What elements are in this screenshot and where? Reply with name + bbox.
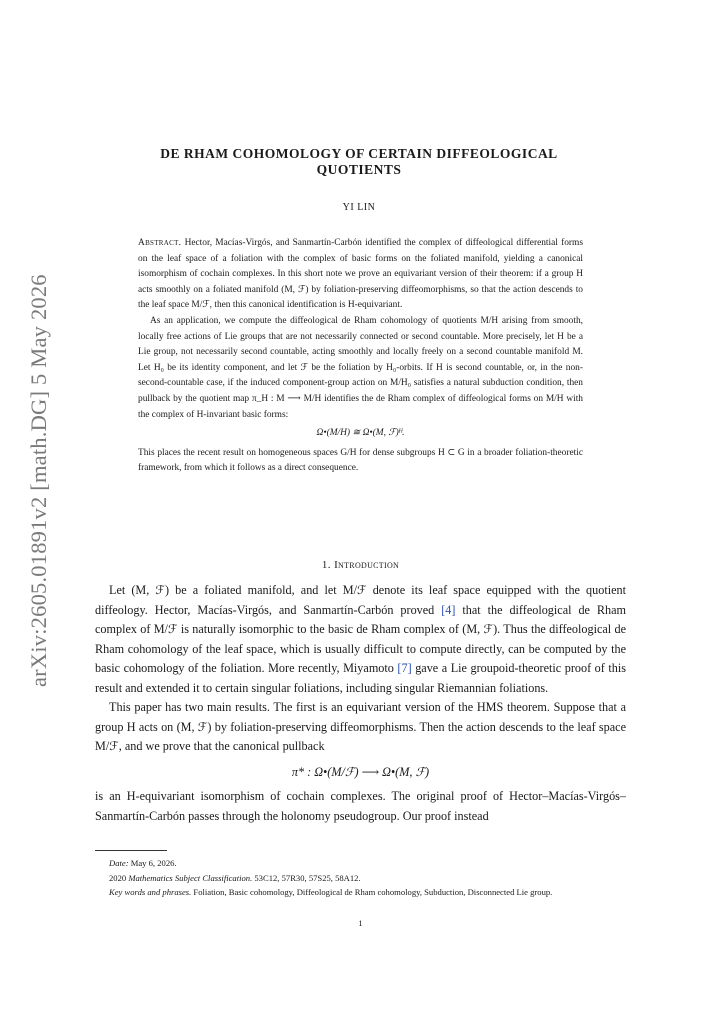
abstract-paragraph-2: As an application, we compute the diffeological de Rham cohomology of quotients M/H arising from smooth, locally free actions of Lie groups that are not necessarily connected or second countable. More precisely, let H be a Lie group, not necessarily second countable, acting smoothly and locally freely on a second countable manifold M. Let H₀ be its identity component, and let ℱ be the foliation by H₀-orbits. If H is second countable, or, in the non-second-countable case, if the induced component-group action on M/H₀ satisfies a natural subduction condition, then pullback by the quotient map π_H : M ⟶ M/H identifies the de Rham complex of diffeological forms on M/H with the complex of H-invariant basic forms: bbox=[138, 315, 583, 420]
citation-link-7[interactable]: [7] bbox=[397, 661, 412, 675]
arxiv-identifier-stamp: arXiv:2605.01891v2 [math.DG] 5 May 2026 bbox=[26, 274, 51, 688]
footnote-date bbox=[95, 856, 626, 871]
abstract-paragraph-3: This places the recent result on homogeneous spaces G/H for dense subgroups H ⊂ G in a broader foliation-theoretic framework, from which it follows as a direct consequence. bbox=[138, 447, 583, 474]
section-number: 1. bbox=[321, 559, 331, 571]
footnote-msc bbox=[95, 871, 626, 886]
abstract-paragraph-1 bbox=[138, 236, 583, 314]
footnote-msc-value: 53C12, 57R30, 57S25, 58A12. bbox=[252, 872, 361, 883]
introduction-body bbox=[95, 581, 626, 826]
intro-text-1c: gave a Lie groupoid-theoretic proof of this result and extended it to certain singular foliations, including singular Riemannian foliations. bbox=[95, 661, 626, 695]
footnote-date-value: May 6, 2026. bbox=[128, 858, 177, 868]
footnote-keywords-label: Key words and phrases. bbox=[109, 887, 192, 897]
intro-equation: π* : Ω•(M/ℱ) ⟶ Ω•(M, ℱ) bbox=[291, 764, 430, 779]
footnote-keywords bbox=[95, 885, 626, 900]
intro-paragraph-1 bbox=[95, 581, 626, 698]
section-heading bbox=[95, 559, 626, 571]
footnote-rule bbox=[95, 850, 167, 851]
footnote-keywords-value: Foliation, Basic cohomology, Diffeological de Rham cohomology, Subduction, Disconnected Lie group. bbox=[191, 887, 553, 897]
author-name: YI LIN bbox=[342, 202, 376, 213]
intro-text-1b: that the diffeological de Rham complex of M/ℱ is naturally isomorphic to the basic de Rham complex of (M, ℱ). Thus the diffeological de Rham cohomology of the leaf space, which is usually difficult to compute directly, can be computed by the basic cohomology of the foliation. More recently, Miyamoto bbox=[95, 602, 627, 675]
footnote-msc-prefix: 2020 bbox=[109, 872, 129, 883]
abstract-label: Abstract. bbox=[138, 238, 182, 248]
abstract bbox=[138, 236, 583, 477]
intro-paragraph-3: is an H-equivariant isomorphism of cochain complexes. The original proof of Hector–Macías-Virgós–Sanmartín-Carbón passes through the holonomy pseudogroup. Our proof instead bbox=[95, 789, 626, 823]
intro-paragraph-2: This paper has two main results. The first is an equivariant version of the HMS theorem. Suppose that a group H acts on (M, ℱ) by foliation-preserving diffeomorphisms. Then the action descends to the leaf space M/ℱ, and we prove that the canonical pullback bbox=[95, 700, 626, 753]
section-title: Introduction bbox=[334, 559, 400, 571]
page-number: 1 bbox=[358, 918, 363, 928]
footnote-msc-label: Mathematics Subject Classification. bbox=[128, 872, 253, 883]
intro-text-1a: Let (M, ℱ) be a foliated manifold, and let M/ℱ denote its leaf space equipped with the quotient diffeology. Hector, Macías-Virgós, and Sanmartín-Carbón proved bbox=[95, 583, 626, 617]
abstract-equation: Ω•(M/H) ≅ Ω•(M, ℱ)ᴴ. bbox=[316, 428, 405, 439]
paper-title: DE RHAM COHOMOLOGY OF CERTAIN DIFFEOLOGICAL QUOTIENTS bbox=[160, 146, 558, 177]
footnote-date-label: Date: bbox=[109, 858, 129, 868]
footnotes bbox=[95, 856, 626, 900]
citation-link-4[interactable]: [4] bbox=[441, 602, 456, 617]
abstract-text-1: Hector, Macías-Virgós, and Sanmartín-Carbón identified the complex of diffeological differential forms on the leaf space of a foliation with the complex of basic forms on the foliated manifold, yielding a canonical isomorphism of cochain complexes. In this short note we prove an equivariant version of their theorem: if a group H acts smoothly on a foliated manifold (M, ℱ) by foliation-preserving diffeomorphisms, so that the action descends to the leaf space M/ℱ, then this canonical identification is H-equivariant. bbox=[138, 238, 583, 311]
